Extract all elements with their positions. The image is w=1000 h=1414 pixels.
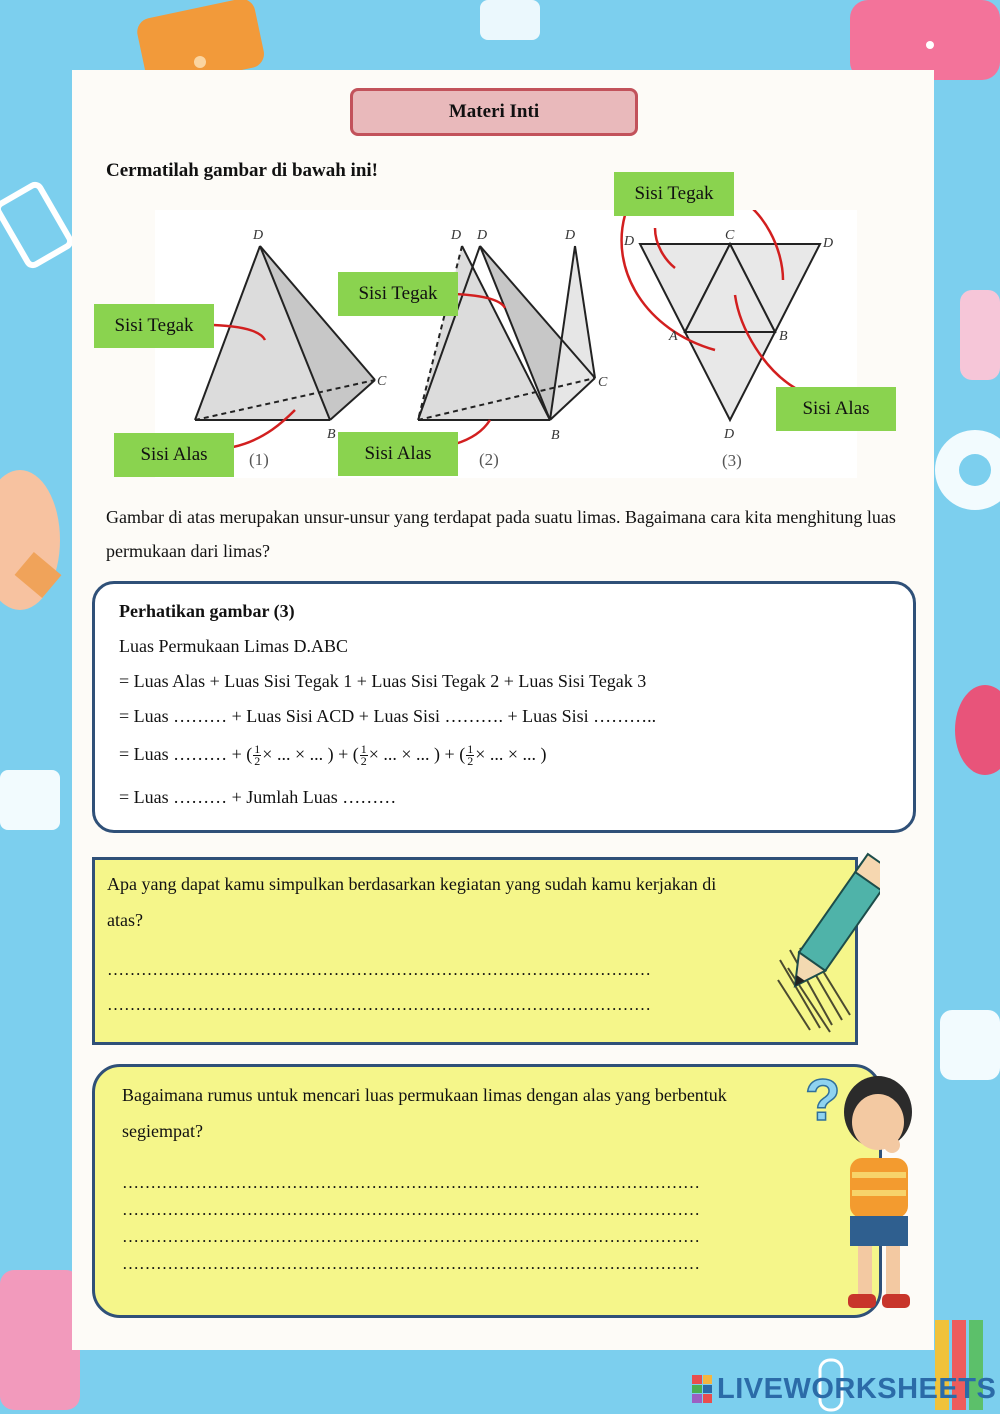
- vertex-b-2: B: [551, 428, 560, 443]
- conclusion-answer-line-2[interactable]: ……………………………………………………………………………………: [107, 995, 651, 1014]
- clipboard-icon: [0, 770, 60, 830]
- tape-icon: [935, 430, 1000, 510]
- unicorn-icon: [960, 290, 1000, 380]
- formula-line-5: = Luas ……… + Jumlah Luas ………: [119, 787, 397, 807]
- quadrilateral-answer-line-4[interactable]: …………………………………………………………………………………………: [122, 1254, 700, 1273]
- label-sisi-alas-3: Sisi Alas: [776, 387, 896, 431]
- pyramid-diagrams: [155, 210, 857, 478]
- vertex-c-2: C: [598, 375, 608, 390]
- formula-plus-1: + (: [333, 744, 359, 764]
- vertex-a-3: A: [669, 329, 678, 344]
- fraction-half-3: $\frac{1}{2}$: [467, 742, 474, 769]
- vertex-c-1: C: [377, 374, 387, 389]
- fraction-half-2: $\frac{1}{2}$: [360, 742, 367, 769]
- quadrilateral-question: Bagaimana rumus untuk mencari luas permukaan limas dengan alas yang berbentuk segiempat?: [122, 1085, 727, 1141]
- vertex-d-3a: D: [624, 234, 635, 249]
- label-sisi-alas-1: Sisi Alas: [114, 433, 234, 477]
- formula-term-2: × ... × ... ): [368, 744, 441, 764]
- eraser-icon: [850, 0, 1000, 80]
- robot-icon: [940, 1010, 1000, 1080]
- pencil-icon: [770, 850, 880, 1040]
- intro-paragraph: Gambar di atas merupakan unsur-unsur yang terdapat pada suatu limas. Bagaimana cara kita menghitung luas permukaan dari limas?: [106, 507, 896, 561]
- lamp-icon: [480, 0, 540, 40]
- conclusion-answer-line-1[interactable]: ……………………………………………………………………………………: [107, 960, 651, 979]
- formula-term-1: × ... × ... ): [262, 744, 334, 764]
- formula-heading: Perhatikan gambar (3): [119, 601, 295, 621]
- quadrilateral-answer-line-2[interactable]: …………………………………………………………………………………………: [122, 1200, 700, 1219]
- formula-line-1: Luas Permukaan Limas D.ABC: [119, 636, 348, 656]
- scissors-icon: [0, 1270, 80, 1410]
- vertex-d-2b: D: [477, 228, 488, 243]
- quadrilateral-answer-line-3[interactable]: …………………………………………………………………………………………: [122, 1227, 700, 1246]
- instruction-text: Cermatilah gambar di bawah ini!: [106, 160, 379, 181]
- question-mark-icon: ?: [805, 1068, 841, 1133]
- formula-line-2: = Luas Alas + Luas Sisi Tegak 1 + Luas Sisi Tegak 2 + Luas Sisi Tegak 3: [119, 671, 647, 691]
- conclusion-question: Apa yang dapat kamu simpulkan berdasarkan kegiatan yang sudah kamu kerjakan di atas?: [107, 874, 717, 930]
- liveworksheets-logo-icon: [692, 1375, 712, 1403]
- vertex-b-3: B: [779, 329, 788, 344]
- caption-1: (1): [249, 450, 269, 469]
- pyramid-figure: [155, 210, 857, 478]
- caption-3: (3): [722, 451, 742, 470]
- formula-line-4: [119, 744, 547, 767]
- vertex-b-1: B: [327, 427, 336, 442]
- vertex-d-3b: D: [823, 236, 834, 251]
- liveworksheets-brand: [692, 1372, 996, 1406]
- vertex-d-2c: D: [565, 228, 576, 243]
- page-title: Materi Inti: [350, 88, 638, 136]
- label-sisi-tegak-1: Sisi Tegak: [94, 304, 214, 348]
- fraction-half-1: $\frac{1}{2}$: [254, 742, 261, 769]
- label-sisi-tegak-3: Sisi Tegak: [614, 172, 734, 216]
- vertex-c-3: C: [725, 228, 735, 243]
- formula-term-3: × ... × ... ): [475, 744, 547, 764]
- label-sisi-tegak-2: Sisi Tegak: [338, 272, 458, 316]
- vertex-d-3c: D: [724, 427, 735, 442]
- quadrilateral-answer-line-1[interactable]: …………………………………………………………………………………………: [122, 1173, 700, 1192]
- binder-clip-icon: [0, 183, 72, 268]
- vertex-d-2a: D: [451, 228, 462, 243]
- vertex-d-1: D: [253, 228, 264, 243]
- cap-icon: [955, 685, 1000, 775]
- caption-2: (2): [479, 450, 499, 469]
- liveworksheets-text: LIVEWORKSHEETS: [717, 1372, 997, 1405]
- thinking-boy-icon: [800, 1050, 930, 1320]
- formula-line-4-start: = Luas ……… + (: [119, 744, 253, 764]
- glue-bottle-icon: [0, 470, 61, 610]
- formula-line-3: = Luas ……… + Luas Sisi ACD + Luas Sisi ………. + Luas Sisi ………..: [119, 706, 657, 726]
- formula-plus-2: + (: [440, 744, 466, 764]
- label-sisi-alas-2: Sisi Alas: [338, 432, 458, 476]
